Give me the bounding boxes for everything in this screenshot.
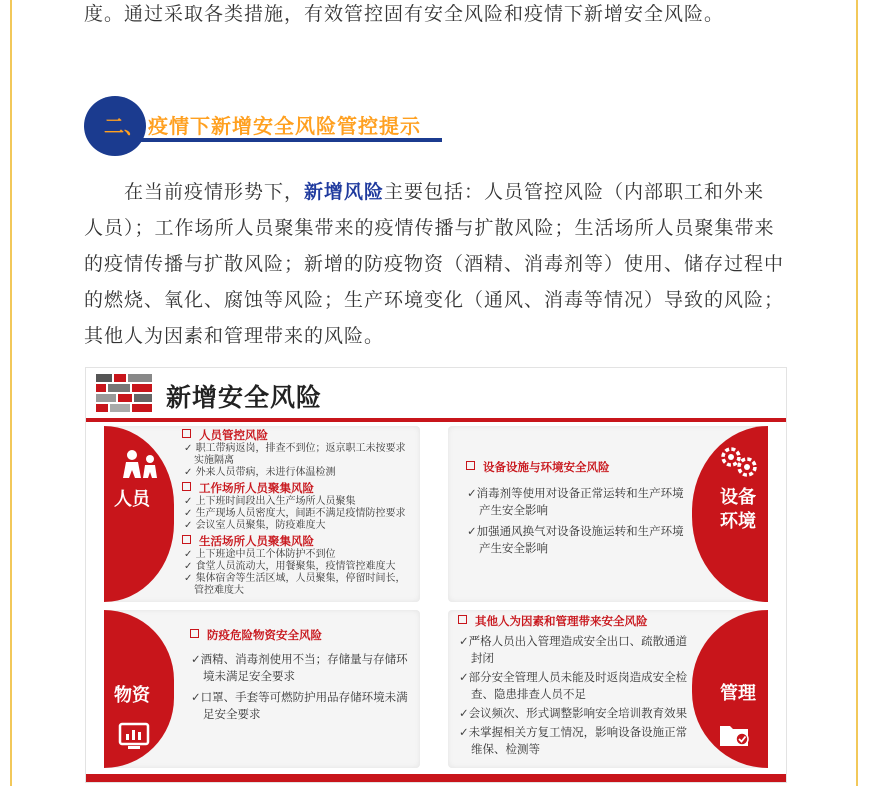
materials-heading: 防疫危险物资安全风险 <box>190 628 415 643</box>
personnel-content <box>182 428 412 597</box>
personnel-heading-3: 生活场所人员聚集风险 <box>182 534 412 549</box>
main-paragraph-highlight: 新增风险 <box>304 181 385 203</box>
page-border-left <box>10 0 12 786</box>
risk-infographic <box>85 367 787 783</box>
section-heading <box>84 96 444 156</box>
people-icon <box>120 450 160 478</box>
materials-content <box>190 628 415 727</box>
panel-management <box>448 610 768 768</box>
slide-title-rule <box>86 418 786 422</box>
list-item: ✓ 职工带病返岗，排查不到位；返京职工未按要求实施隔离 <box>184 443 406 466</box>
supplies-icon <box>118 722 150 750</box>
slide-title: 新增安全风险 <box>166 383 323 412</box>
personnel-tab <box>104 426 174 602</box>
folder-check-icon <box>718 720 752 748</box>
management-content <box>458 614 694 760</box>
panel-personnel <box>104 426 420 602</box>
section-number: 二、 <box>104 114 144 138</box>
list-item: ✓会议频次、形式调整影响安全培训教育效果 <box>459 706 688 720</box>
list-item: ✓未掌握相关方复工情况，影响设备设施正常维保、检测等 <box>459 725 688 756</box>
list-item: ✓ 生产现场人员密度大，间距不满足疫情防控要求 <box>184 508 406 519</box>
management-label: 管理 <box>720 683 756 704</box>
section-title: 疫情下新增安全风险管控提示 <box>148 114 421 138</box>
personnel-heading-2: 工作场所人员聚集风险 <box>182 481 412 496</box>
list-item: ✓部分安全管理人员未能及时返岗造成安全检查、隐患排查人员不足 <box>459 670 688 701</box>
list-item: ✓口罩、手套等可燃防护用品存储环境未满足安全要求 <box>191 690 408 721</box>
management-heading: 其他人为因素和管理带来安全风险 <box>458 614 694 629</box>
list-item: ✓加强通风换气对设备设施运转和生产环境产生安全影响 <box>467 524 684 555</box>
materials-label: 物资 <box>114 685 150 706</box>
list-item: ✓ 上下班时间段出入生产场所人员聚集 <box>184 496 356 507</box>
personnel-label: 人员 <box>114 489 150 510</box>
list-item: ✓ 上下班途中员工个体防护不到位 <box>184 549 336 560</box>
equipment-label: 设备 环境 <box>720 487 756 532</box>
personnel-heading-1: 人员管控风险 <box>182 428 412 443</box>
main-paragraph <box>84 174 784 354</box>
management-tab <box>692 610 768 768</box>
main-paragraph-lead: 在当前疫情形势下， <box>124 181 305 203</box>
panel-equipment <box>448 426 768 602</box>
intro-paragraph: 度。通过采取各类措施，有效管控固有安全风险和疫情下新增安全风险。 <box>84 3 725 25</box>
list-item: ✓ 会议室人员聚集，防疫难度大 <box>184 520 326 531</box>
list-item: ✓ 外来人员带病，未进行体温检测 <box>184 467 336 478</box>
equipment-heading: 设备设施与环境安全风险 <box>466 460 686 475</box>
list-item: ✓严格人员出入管理造成安全出口、疏散通道封闭 <box>459 634 688 665</box>
list-item: ✓酒精、消毒剂使用不当；存储量与存储环境未满足安全要求 <box>191 652 408 683</box>
equipment-tab <box>692 426 768 602</box>
main-paragraph-rest: 主要包括：人员管控风险（内部职工和外来人员）；工作场所人员聚集带来的疫情传播与扩散风险；生活场所人员聚集带来的疫情传播与扩散风险；新增的防疫物资（酒精、消毒剂等）使用、储存过程中的燃烧、氧化、腐蚀等风险；生产环境变化（通风、消毒等情况）导致的风险；其他人为因素和管理带来的风险。 <box>84 181 785 347</box>
gears-icon <box>718 446 758 478</box>
page-border-right <box>856 0 858 786</box>
list-item: ✓ 集体宿舍等生活区域，人员聚集，停留时间长，管控难度大 <box>184 573 406 596</box>
slide-bottom-bar <box>86 774 786 782</box>
materials-tab <box>104 610 174 768</box>
slide-logo-icon <box>96 374 152 414</box>
list-item: ✓消毒剂等使用对设备正常运转和生产环境产生安全影响 <box>467 486 684 517</box>
list-item: ✓ 食堂人员流动大，用餐聚集，疫情管控难度大 <box>184 561 396 572</box>
panel-materials <box>104 610 420 768</box>
equipment-content <box>466 460 686 561</box>
